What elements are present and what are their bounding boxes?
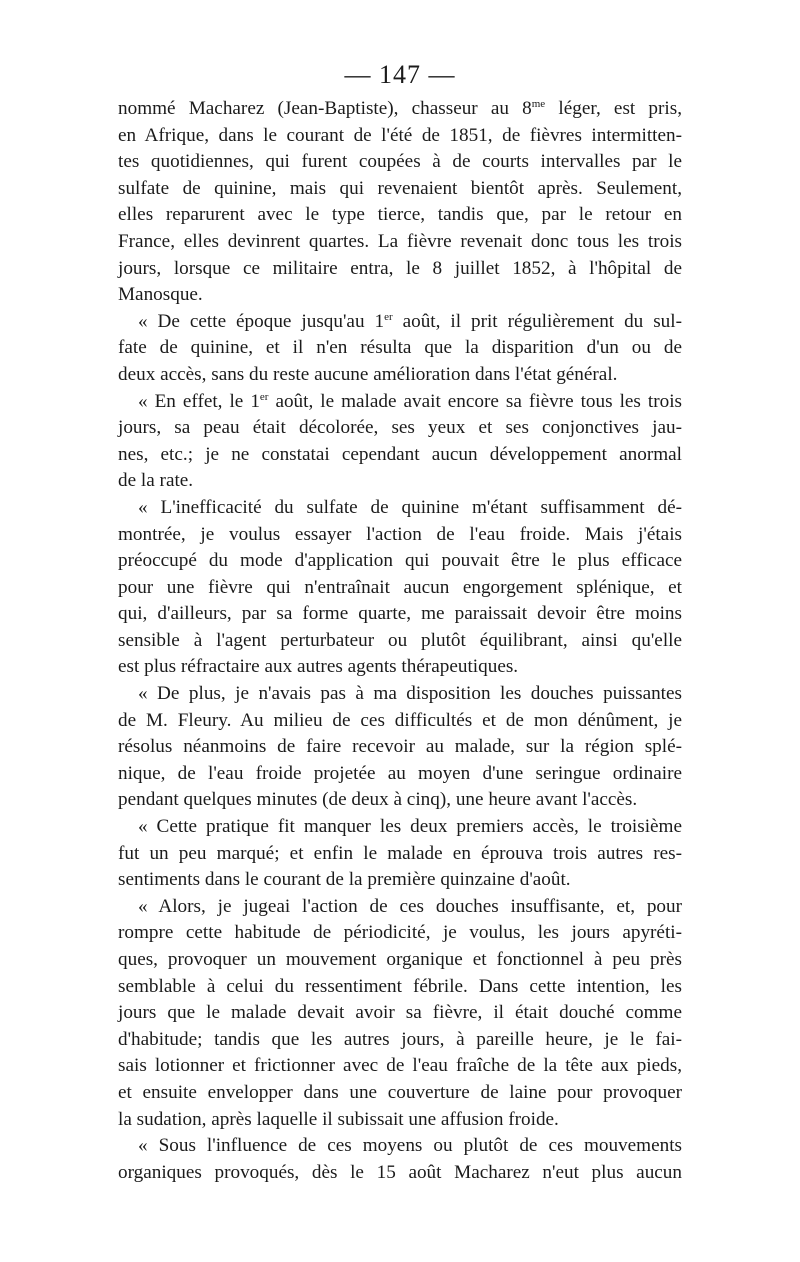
text-line: fate de quinine, et il n'en résulta que la disparition d'un ou de xyxy=(118,337,682,359)
text-line: en Afrique, dans le courant de l'été de 1851, de fièvres intermitten- xyxy=(118,124,682,146)
text-line: résolus néanmoins de faire recevoir au malade, sur la région splé- xyxy=(118,736,682,758)
text-line: semblable à celui du ressentiment fébrile. Dans cette intention, les xyxy=(118,975,682,997)
text-line: sensible à l'agent perturbateur ou plutôt équilibrant, ainsi qu'elle xyxy=(118,629,682,651)
text-line: elles reparurent avec le type tierce, tandis que, par le retour en xyxy=(118,204,682,226)
paragraph xyxy=(118,1133,682,1186)
text-line: nique, de l'eau froide projetée au moyen d'une seringue ordinaire xyxy=(118,762,682,784)
text-line: et ensuite envelopper dans une couverture de laine pour provoquer xyxy=(118,1081,682,1103)
text-line: montrée, je voulus essayer l'action de l'eau froide. Mais j'étais xyxy=(118,523,682,545)
paragraph xyxy=(118,389,682,495)
text-line: ques, provoquer un mouvement organique et fonctionnel à peu près xyxy=(118,949,682,970)
text-line: qui, d'ailleurs, par sa forme quarte, me paraissait devoir être moins xyxy=(118,603,682,625)
text-line: la sudation, après laquelle il subissait une affusion froide. xyxy=(118,1108,559,1130)
text-line: de la rate. xyxy=(118,470,194,492)
text-line: d'habitude; tandis que les autres jours, à pareille heure, je le fai- xyxy=(118,1028,682,1050)
text-line: Manosque. xyxy=(118,284,203,306)
text-line: France, elles devinrent quartes. La fièvre revenait donc tous les trois xyxy=(118,230,682,252)
text-line: organiques provoqués, dès le 15 août Macharez n'eut plus aucun xyxy=(118,1161,682,1183)
text-line: deux accès, sans du reste aucune amélioration dans l'état général. xyxy=(118,363,618,385)
text-line: « Alors, je jugeai l'action de ces douches insuffisante, et, pour xyxy=(138,895,682,917)
text-line: tes quotidiennes, qui furent coupées à de courts intervalles par le xyxy=(118,151,682,173)
text-line: sulfate de quinine, mais qui revenaient bientôt après. Seulement, xyxy=(118,177,682,199)
text-line: pour une fièvre qui n'entraînait aucun engorgement splénique, et xyxy=(118,576,682,598)
text-line: est plus réfractaire aux autres agents thérapeutiques. xyxy=(118,656,519,678)
text-line: pendant quelques minutes (de deux à cinq), une heure avant l'accès. xyxy=(118,789,638,811)
text-line: « L'inefficacité du sulfate de quinine m'étant suffisamment dé- xyxy=(138,496,682,518)
text-line: « Cette pratique fit manquer les deux premiers accès, le troisième xyxy=(138,816,682,838)
page-number: — 147 — xyxy=(344,60,456,89)
text-line: de M. Fleury. Au milieu de ces difficultés et de mon dénûment, je xyxy=(118,709,682,731)
text-line: « En effet, le 1er août, le malade avait encore sa fièvre tous les trois xyxy=(138,390,682,412)
text-line: rompre cette habitude de périodicité, je voulus, les jours apyréti- xyxy=(118,922,682,944)
paragraph xyxy=(118,894,682,1133)
text-line: sais lotionner et frictionner avec de l'eau fraîche de la tête aux pieds, xyxy=(118,1055,682,1077)
text-line: fut un peu marqué; et enfin le malade en éprouva trois autres res- xyxy=(118,842,682,864)
paragraph xyxy=(118,814,682,894)
text-line: « De cette époque jusqu'au 1er août, il prit régulièrement du sul- xyxy=(138,310,683,332)
text-line: nommé Macharez (Jean-Baptiste), chasseur au $8^{me}$ léger, est pris, xyxy=(118,98,682,119)
text-line: préoccupé du mode d'application qui pouvait être le plus efficace xyxy=(118,550,682,572)
paragraph xyxy=(118,96,682,309)
text-line: « Sous l'influence de ces moyens ou plutôt de ces mouvements xyxy=(138,1135,682,1157)
text-line: jours, sa peau était décolorée, ses yeux et ses conjonctives jau- xyxy=(118,417,682,439)
text-line: « De plus, je n'avais pas à ma disposition les douches puissantes xyxy=(138,683,682,705)
paragraph xyxy=(118,681,682,814)
text-line: sentiments dans le courant de la première quinzaine d'août. xyxy=(118,869,571,891)
paragraph xyxy=(118,495,682,681)
body-text xyxy=(118,96,682,1186)
paragraph xyxy=(118,309,682,389)
text-line: nes, etc.; je ne constatai cependant aucun développement anormal xyxy=(118,443,682,465)
text-line: jours que le malade devait avoir sa fièvre, il était douché comme xyxy=(118,1002,682,1024)
text-line: jours, lorsque ce militaire entra, le 8 juillet 1852, à l'hôpital de xyxy=(118,257,682,279)
